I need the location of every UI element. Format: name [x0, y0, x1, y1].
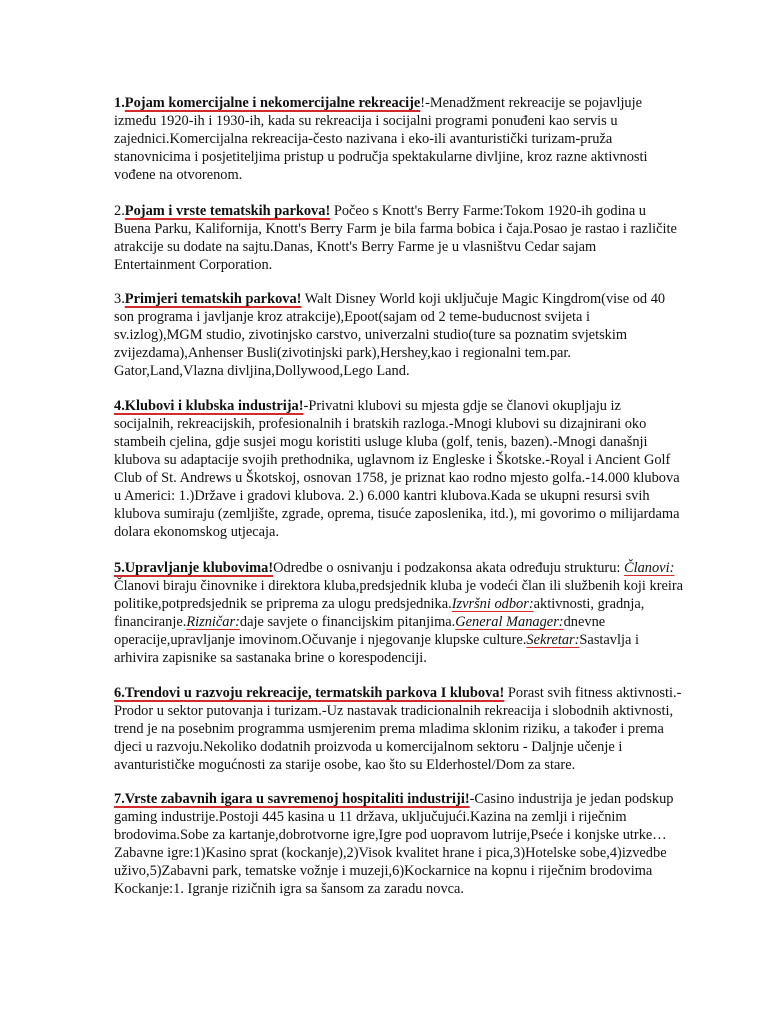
- paragraph-2-heading: Pojam i vrste tematskih parkova!: [124, 203, 331, 219]
- paragraph-5-text-2: Članovi biraju činovnike i direktora kluba,predsjednik kluba je vodeći član ili službenih koji kreira politike,potpredsjednik se priprema za ulogu predsjednika.: [114, 578, 684, 612]
- paragraph-3-number: 3.: [114, 291, 125, 307]
- role-label-members: Članovi:: [624, 560, 675, 576]
- paragraph-6: [114, 684, 686, 774]
- paragraph-5-text-3: aktivnosti, gradnja, financiranje.: [114, 596, 645, 630]
- paragraph-7-body: -Casino industrija je jedan podskup gaming industrije.Postoji 445 kasina u 11 država, uključujući.Kazina na zemlji i riječnim brodovima.Sobe za kartanje,dobrotvorne igre,Igre pod uopravom lutrije,Pseće i konjske utrke… Zabavne igre:1)Kasino sprat (kockanje),2)Visok kvalitet hrane i pica,3)Hotelske sobe,4)izvedbe uživo,5)Zabavni park, tematske vožnje i muzeji,6)Kockarnice na kopnu i riječnim brodovima Kockanje:1. Igranje rizičnih igra sa šansom za zaradu novca.: [114, 791, 674, 897]
- paragraph-4-heading: 4.Klubovi i klubska industrija!: [114, 398, 304, 414]
- paragraph-5-text-4: daje savjete o financijskim pitanjima.: [239, 614, 456, 630]
- paragraph-2-body: Počeo s Knott's Berry Farme:Tokom 1920-ih godina u Buena Parku, Kalifornija, Knott's Berry Farm je bila farma bobica i čaja.Posao je rastao i različite atrakcije su dodate na sajtu.Danas, Knott's Berry Farme je u vlasništvu Cedar sajam Entertainment Corporation.: [114, 203, 677, 273]
- paragraph-5: [114, 559, 686, 667]
- paragraph-3-body: Walt Disney World koji uključuje Magic Kingdrom(vise od 40 son programa i javljanje kroz atrakcije),Epoot(sajam od 2 teme-buducnost svijeta i sv.izlog),MGM studio, zivotinjsko carstvo, univerzalni studio(ture sa poznatim svjetskim zvijezdama),Anhenser Busli(zivotinjski park),Hershey,kao i regionalni tem.par. Gator,Land,Vlazna divljina,Dollywood,Lego Land.: [114, 291, 666, 379]
- paragraph-2-number: 2.: [114, 203, 125, 219]
- paragraph-1: [114, 94, 680, 184]
- paragraph-2: [114, 202, 680, 274]
- role-label-executive-board: Izvršni odbor:: [451, 596, 534, 612]
- role-label-secretary: Sekretar:: [526, 632, 580, 648]
- paragraph-3: [114, 290, 680, 380]
- paragraph-6-body: Porast svih fitness aktivnosti.- Prodor u sektor putovanja i turizam.-Uz nastavak tradicionalnih rekreacija i slobodnih aktivnosti, trend je na posebnim programma usmjerenim prema mladima sklonim riziku, a također i prema djeci u razvoju.Nekoliko dodatnih proizvoda u komercijalnom sektoru - Daljnje učenje i avanturističke mogućnosti za starije osobe, kao što su Elderhostel/Dom za stare.: [114, 685, 682, 773]
- paragraph-4: [114, 397, 680, 541]
- paragraph-5-text-5: dnevne operacije,upravljanje imovinom.Očuvanje i njegovanje klupske culture.: [114, 614, 606, 648]
- paragraph-6-heading: 6.Trendovi u razvoju rekreacije, termatskih parkova I klubova!: [114, 685, 505, 701]
- paragraph-1-number: 1.: [114, 95, 125, 111]
- paragraph-7-heading: 7.Vrste zabavnih igara u savremenoj hospitaliti industriji!: [114, 791, 470, 807]
- paragraph-5-text-6: Sastavlja i arhivira zapisnike sa sastanaka brine o korespodenciji.: [114, 632, 639, 666]
- paragraph-1-heading: Pojam komercijalne i nekomercijalne rekreacije: [124, 95, 421, 111]
- paragraph-4-body: -Privatni klubovi su mjesta gdje se članovi okupljaju iz socijalnih, rekreacijskih, profesionalnih i bratskih razloga.-Mnogi klubovi su dizajnirani oko stambeih cjelina, gdje susjei mogu koristiti usluge kluba (golf, tenis, bazen).-Mnogi današnji klubova su adaptacije svojih prethodnika, uglavnom iz Engleske i Škotske.-Royal i Ancient Golf Club of St. Andrews u Škotskoj, osnovan 1758, je priznat kao rodno mjesto golfa.-14.000 klubova u Americi: 1.)Države i gradovi klubova. 2.) 6.000 kantri klubova.Kada se ukupni resursi svih klubova sumiraju (zemljište, zgrade, oprema, tisuće zaposlenika, itd.), mi govorimo o milijardama dolara ekonomskog utjecaja.: [114, 398, 680, 540]
- role-label-general-manager: General Manager:: [455, 614, 564, 630]
- paragraph-7: [114, 790, 686, 898]
- paragraph-5-text-1: Odredbe o osnivanju i podzakonsa akata određuju strukturu:: [273, 560, 624, 576]
- paragraph-1-body: -Menadžment rekreacije se pojavljuje između 1920-ih i 1930-ih, kada su rekreacija i socijalni programi ponuđeni kao servis u zajednici.Komercijalna rekreacija-često nazivana i eko-ili avanturistički turizam-pruža stanovnicima i posjetiteljima pristup u područja spektakularne divljine, kroz razne aktivnosti vođene na otvorenom.: [114, 95, 648, 183]
- paragraph-5-heading: 5.Upravljanje klubovima!: [114, 560, 274, 576]
- paragraph-3-heading: Primjeri tematskih parkova!: [124, 291, 302, 307]
- paragraph-1-sep: !: [420, 95, 426, 111]
- role-label-treasurer: Rizničar:: [186, 614, 240, 630]
